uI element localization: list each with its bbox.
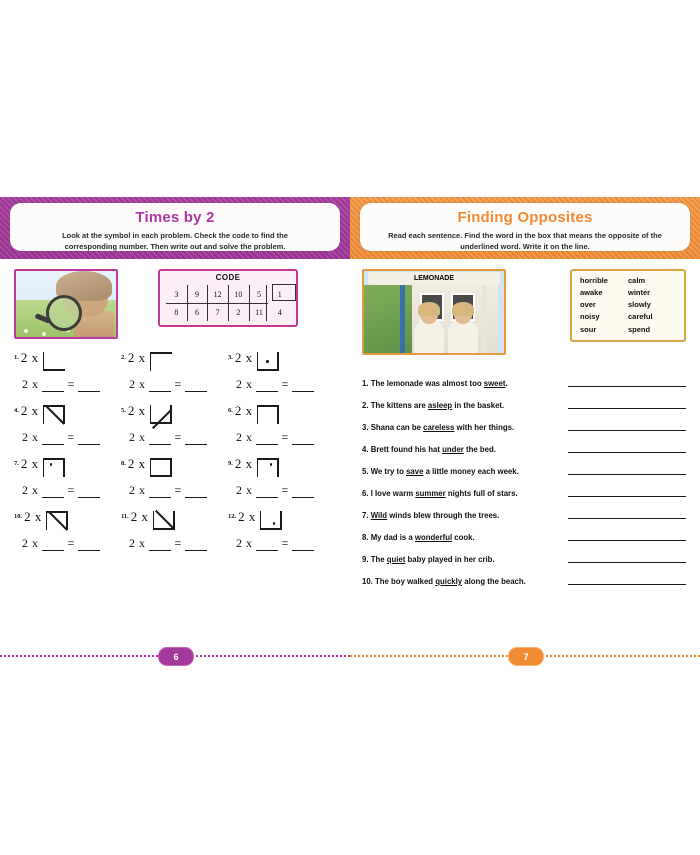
code-cell xyxy=(187,285,208,303)
sentence-underlined-word: wonderful xyxy=(414,533,453,542)
answer-blank[interactable] xyxy=(256,538,278,551)
answer-blank[interactable] xyxy=(292,538,314,551)
code-cell xyxy=(187,303,208,321)
sentence-row xyxy=(362,391,686,413)
word-bank-item: winter xyxy=(628,288,651,298)
answer-blank[interactable] xyxy=(256,432,278,445)
problem-number: 1. xyxy=(14,354,19,361)
problem-operand: 2 x xyxy=(127,456,146,471)
sentence-number: 7. xyxy=(362,511,369,520)
left-page xyxy=(0,197,350,645)
left-banner-card xyxy=(10,203,340,251)
sentence-before: Shana can be xyxy=(370,423,424,432)
code-cell xyxy=(207,285,228,303)
sentence-text xyxy=(362,511,499,523)
code-value: 6 xyxy=(195,307,199,317)
answer-blank[interactable] xyxy=(185,538,207,551)
sentence-before: The xyxy=(370,555,387,564)
problem-number: 6. xyxy=(228,407,233,414)
code-cell xyxy=(249,303,270,321)
equals-sign: = xyxy=(281,483,289,497)
sentence-before: The lemonade was almost too xyxy=(370,379,484,388)
problem-symbol-line xyxy=(14,510,121,534)
lemonade-sign xyxy=(368,272,500,285)
sentence-before: My dad is a xyxy=(370,533,415,542)
problem-symbol-line xyxy=(121,404,228,428)
equals-sign: = xyxy=(67,430,75,444)
magnifying-glass-photo xyxy=(14,269,118,339)
problem-number: 3. xyxy=(228,354,233,361)
problem-answer-line xyxy=(121,430,228,445)
sentence-list xyxy=(362,369,686,589)
sentence-underlined-word: quiet xyxy=(386,555,406,564)
code-value: 9 xyxy=(195,289,199,299)
code-symbol xyxy=(46,511,68,530)
sentence-number: 10. xyxy=(362,577,373,586)
code-symbol xyxy=(257,458,279,477)
math-problem xyxy=(228,457,335,498)
photo-stand-post xyxy=(400,285,405,353)
sentence-number: 1. xyxy=(362,379,369,388)
code-symbol xyxy=(153,511,175,530)
code-value: 7 xyxy=(215,307,220,317)
photo-child xyxy=(448,319,478,353)
code-cell xyxy=(249,285,270,303)
math-problem xyxy=(14,351,121,392)
sentence-number: 3. xyxy=(362,423,369,432)
problem-number: 11. xyxy=(121,513,129,520)
left-page-title: Times by 2 xyxy=(135,209,215,226)
problem-answer-line xyxy=(121,483,228,498)
answer-blank[interactable] xyxy=(78,485,100,498)
code-value: 11 xyxy=(255,307,263,317)
page-number-left: 6 xyxy=(158,647,194,666)
word-bank-column-1 xyxy=(580,277,628,334)
word-bank-item: careful xyxy=(628,312,653,322)
word-bank-item: awake xyxy=(580,288,603,298)
code-symbol xyxy=(150,405,172,424)
problem-operand: 2 x xyxy=(127,403,146,418)
problem-operand: 2 x xyxy=(234,350,253,365)
answer-blank[interactable] xyxy=(149,379,171,392)
problem-answer-line xyxy=(121,377,228,392)
page-number-right: 7 xyxy=(508,647,544,666)
equals-sign: = xyxy=(174,377,182,391)
problem-symbol-line xyxy=(228,404,335,428)
code-symbol xyxy=(43,352,65,371)
equals-sign: = xyxy=(174,430,182,444)
answer-line[interactable] xyxy=(568,473,686,475)
code-value: 2 xyxy=(236,307,241,317)
problem-answer-line xyxy=(14,430,121,445)
sentence-row xyxy=(362,567,686,589)
math-problem xyxy=(228,510,335,551)
answer-line[interactable] xyxy=(568,517,686,519)
answer-prefix: 2 x xyxy=(129,483,146,497)
sentence-after: . xyxy=(505,379,508,388)
photo-stand-post xyxy=(482,285,487,353)
problem-symbol-line xyxy=(121,457,228,481)
code-value: 4 xyxy=(277,307,282,317)
math-problem xyxy=(14,510,121,551)
problem-number: 10. xyxy=(14,513,23,520)
problem-symbol-line xyxy=(14,457,121,481)
sentence-after: a little money each week. xyxy=(423,467,519,476)
answer-blank[interactable] xyxy=(149,432,171,445)
answer-blank[interactable] xyxy=(78,432,100,445)
problem-symbol-line xyxy=(121,510,228,534)
word-bank-item: calm xyxy=(628,276,646,285)
code-value: 8 xyxy=(174,307,179,317)
sentence-underlined-word: Wild xyxy=(370,511,388,520)
problem-number: 2. xyxy=(121,354,126,361)
problem-answer-line xyxy=(14,483,121,498)
problem-operand: 2 x xyxy=(238,509,256,524)
sentence-after: nights full of stars. xyxy=(445,489,518,498)
sentence-after: the bed. xyxy=(463,445,496,454)
sentence-row xyxy=(362,413,686,435)
answer-blank[interactable] xyxy=(42,538,64,551)
problem-answer-line xyxy=(121,536,228,551)
problem-row xyxy=(14,510,336,551)
word-bank-box xyxy=(570,269,686,342)
sentence-underlined-word: careless xyxy=(423,423,455,432)
word-bank-item: horrible xyxy=(580,276,608,285)
answer-prefix: 2 x xyxy=(22,483,39,497)
sentence-after: in the basket. xyxy=(452,401,505,410)
right-top-row xyxy=(362,269,686,355)
sentence-after: baby played in her crib. xyxy=(405,555,495,564)
word-bank-item: sour xyxy=(580,324,597,334)
math-problem xyxy=(121,404,228,445)
answer-prefix: 2 x xyxy=(129,536,146,550)
code-cell xyxy=(228,303,249,321)
sentence-before: Brett found his hat xyxy=(370,445,443,454)
problem-operand: 2 x xyxy=(20,456,39,471)
lemonade-sign-text: LEMONADE xyxy=(413,275,455,282)
math-problem-grid xyxy=(14,351,336,551)
left-top-row xyxy=(14,269,336,339)
code-value: 12 xyxy=(213,289,222,299)
math-problem xyxy=(228,404,335,445)
sentence-number: 6. xyxy=(362,489,369,498)
answer-line[interactable] xyxy=(568,407,686,409)
math-problem xyxy=(14,457,121,498)
code-symbol xyxy=(43,405,65,424)
equals-sign: = xyxy=(67,377,75,391)
word-bank-item: spend xyxy=(628,324,651,334)
right-page xyxy=(350,197,700,645)
equals-sign: = xyxy=(174,483,182,497)
problem-answer-line xyxy=(228,377,335,392)
code-symbol xyxy=(150,352,172,371)
code-symbol xyxy=(43,458,65,477)
sentence-row xyxy=(362,457,686,479)
page-footer xyxy=(0,645,700,667)
math-problem xyxy=(121,510,228,551)
problem-symbol-line xyxy=(14,351,121,375)
problem-number: 9. xyxy=(228,460,233,467)
answer-blank[interactable] xyxy=(42,432,64,445)
answer-prefix: 2 x xyxy=(236,536,253,550)
code-cell xyxy=(269,303,290,321)
answer-blank[interactable] xyxy=(149,538,171,551)
equals-sign: = xyxy=(174,536,182,550)
problem-operand: 2 x xyxy=(130,509,149,524)
code-box xyxy=(158,269,298,327)
sentence-text xyxy=(362,577,526,589)
code-row-bottom xyxy=(166,303,290,321)
sentence-text xyxy=(362,467,519,479)
answer-prefix: 2 x xyxy=(22,377,39,391)
right-page-body xyxy=(350,259,700,589)
answer-blank[interactable] xyxy=(42,485,64,498)
problem-answer-line xyxy=(228,536,335,551)
right-banner-card xyxy=(360,203,690,251)
problem-symbol-line xyxy=(228,457,335,481)
answer-line[interactable] xyxy=(568,539,686,541)
answer-line[interactable] xyxy=(568,561,686,563)
photo-child xyxy=(414,319,444,353)
problem-number: 7. xyxy=(14,460,19,467)
code-symbol xyxy=(257,352,279,371)
answer-blank[interactable] xyxy=(185,432,207,445)
sentence-before: The boy walked xyxy=(375,577,436,586)
problem-symbol-line xyxy=(121,351,228,375)
sentence-before: I love warm xyxy=(370,489,416,498)
answer-blank[interactable] xyxy=(292,379,314,392)
code-cell xyxy=(166,285,187,303)
problem-answer-line xyxy=(228,483,335,498)
problem-operand: 2 x xyxy=(234,403,253,418)
problem-symbol-line xyxy=(228,510,335,534)
word-bank-item: noisy xyxy=(580,312,600,322)
sentence-after: with her things. xyxy=(454,423,515,432)
problem-answer-line xyxy=(228,430,335,445)
answer-prefix: 2 x xyxy=(129,377,146,391)
problem-answer-line xyxy=(14,536,121,551)
sentence-before: The kittens are xyxy=(370,401,428,410)
equals-sign: = xyxy=(281,377,289,391)
problem-number: 8. xyxy=(121,460,126,467)
sentence-underlined-word: asleep xyxy=(427,401,453,410)
sentence-row xyxy=(362,369,686,391)
sentence-after: winds blew through the trees. xyxy=(387,511,500,520)
problem-row xyxy=(14,457,336,498)
answer-blank[interactable] xyxy=(292,485,314,498)
sentence-text xyxy=(362,489,518,501)
sentence-row xyxy=(362,545,686,567)
lemonade-stand-photo xyxy=(362,269,506,355)
answer-prefix: 2 x xyxy=(22,430,39,444)
code-symbol xyxy=(257,405,279,424)
code-value: 5 xyxy=(257,289,262,299)
problem-operand: 2 x xyxy=(234,456,253,471)
math-problem xyxy=(121,351,228,392)
sentence-number: 8. xyxy=(362,533,369,542)
sentence-underlined-word: quickly xyxy=(435,577,463,586)
left-page-body xyxy=(0,259,350,551)
sentence-row xyxy=(362,479,686,501)
word-bank-item: slowly xyxy=(628,300,651,310)
magnifier-icon xyxy=(46,295,82,331)
answer-line[interactable] xyxy=(568,429,686,431)
answer-blank[interactable] xyxy=(149,485,171,498)
answer-blank[interactable] xyxy=(42,379,64,392)
answer-line[interactable] xyxy=(568,451,686,453)
sentence-text xyxy=(362,533,475,545)
sentence-text xyxy=(362,423,514,435)
problem-operand: 2 x xyxy=(20,350,39,365)
answer-line[interactable] xyxy=(568,385,686,387)
sentence-number: 4. xyxy=(362,445,369,454)
math-problem xyxy=(14,404,121,445)
code-symbol xyxy=(150,458,172,477)
problem-answer-line xyxy=(14,377,121,392)
sentence-text xyxy=(362,445,496,457)
sentence-underlined-word: summer xyxy=(415,489,446,498)
left-page-instructions: Look at the symbol in each problem. Check the code to find the corresponding number. Then write out and solve the problem. xyxy=(62,230,288,252)
sentence-underlined-word: sweet xyxy=(483,379,506,388)
code-value: 1 xyxy=(277,289,282,299)
left-page-banner xyxy=(0,197,350,259)
right-page-title: Finding Opposites xyxy=(457,209,593,226)
sentence-underlined-word: under xyxy=(442,445,464,454)
answer-prefix: 2 x xyxy=(236,377,253,391)
equals-sign: = xyxy=(281,430,289,444)
workbook-spread xyxy=(0,197,700,645)
sentence-before: We try to xyxy=(370,467,407,476)
problem-row xyxy=(14,351,336,392)
problem-number: 4. xyxy=(14,407,19,414)
answer-blank[interactable] xyxy=(78,538,100,551)
sentence-row xyxy=(362,523,686,545)
sentence-after: along the beach. xyxy=(462,577,526,586)
right-page-instructions: Read each sentence. Find the word in the box that means the opposite of the underlined word. Write it on the line. xyxy=(388,230,662,252)
code-symbol xyxy=(260,511,282,530)
answer-prefix: 2 x xyxy=(129,430,146,444)
problem-symbol-line xyxy=(14,404,121,428)
math-problem xyxy=(228,351,335,392)
sentence-number: 5. xyxy=(362,467,369,476)
equals-sign: = xyxy=(67,483,75,497)
code-last-cell-box xyxy=(272,284,296,301)
sentence-text xyxy=(362,401,504,413)
answer-blank[interactable] xyxy=(292,432,314,445)
code-cell xyxy=(207,303,228,321)
problem-symbol-line xyxy=(228,351,335,375)
problem-operand: 2 x xyxy=(20,403,39,418)
code-box-title: CODE xyxy=(215,273,241,282)
answer-blank[interactable] xyxy=(78,379,100,392)
problem-operand: 2 x xyxy=(127,350,146,365)
sentence-underlined-word: save xyxy=(406,467,424,476)
problem-row xyxy=(14,404,336,445)
sentence-number: 9. xyxy=(362,555,369,564)
problem-operand: 2 x xyxy=(24,509,42,524)
sentence-after: cook. xyxy=(452,533,475,542)
code-cell xyxy=(166,303,187,321)
sentence-row xyxy=(362,435,686,457)
sentence-row xyxy=(362,501,686,523)
answer-blank[interactable] xyxy=(185,379,207,392)
answer-line[interactable] xyxy=(568,583,686,585)
answer-prefix: 2 x xyxy=(236,483,253,497)
code-value: 10 xyxy=(234,289,243,299)
sentence-number: 2. xyxy=(362,401,369,410)
code-cell xyxy=(228,285,249,303)
right-page-banner xyxy=(350,197,700,259)
answer-blank[interactable] xyxy=(256,379,278,392)
sentence-text xyxy=(362,555,495,567)
code-value: 3 xyxy=(174,289,179,299)
equals-sign: = xyxy=(67,536,75,550)
answer-line[interactable] xyxy=(568,495,686,497)
answer-prefix: 2 x xyxy=(236,430,253,444)
problem-number: 5. xyxy=(121,407,126,414)
answer-blank[interactable] xyxy=(256,485,278,498)
word-bank-item: over xyxy=(580,300,596,310)
word-bank-column-2 xyxy=(628,277,676,334)
math-problem xyxy=(121,457,228,498)
sentence-text xyxy=(362,379,508,391)
answer-prefix: 2 x xyxy=(22,536,39,550)
answer-blank[interactable] xyxy=(185,485,207,498)
equals-sign: = xyxy=(281,536,289,550)
problem-number: 12. xyxy=(228,513,237,520)
